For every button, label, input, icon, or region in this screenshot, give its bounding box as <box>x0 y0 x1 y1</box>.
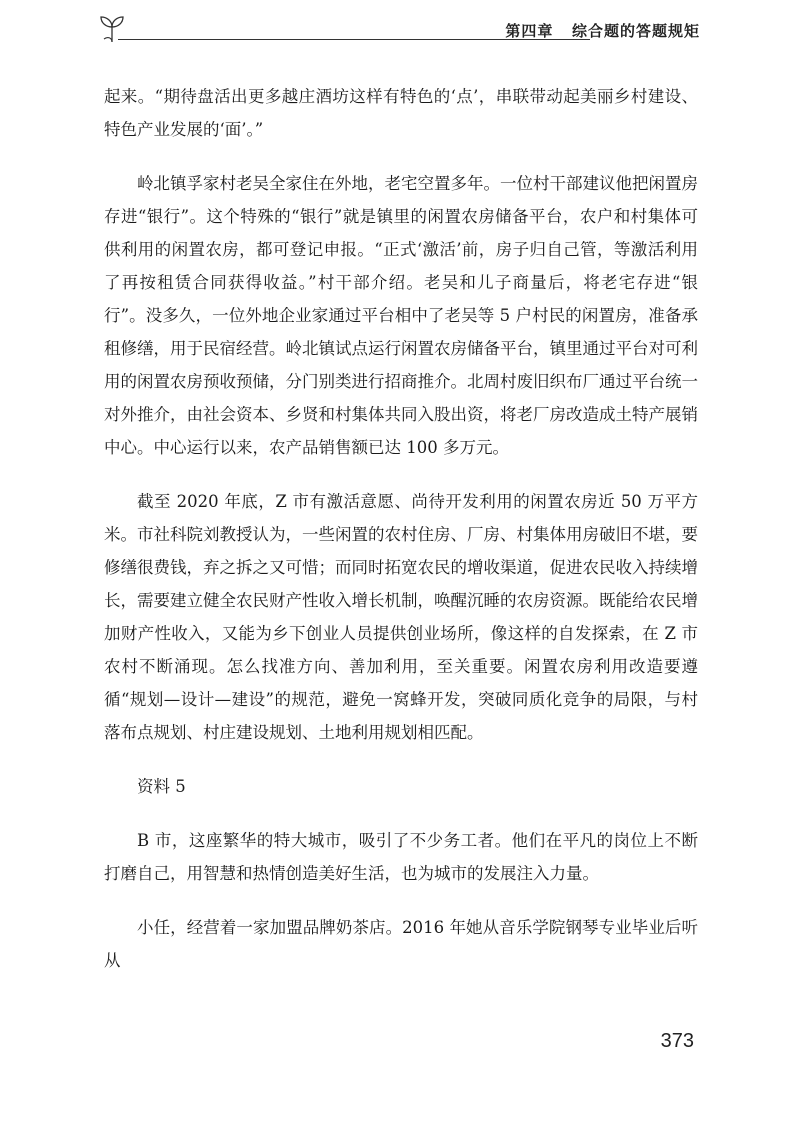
page-number: 373 <box>660 1030 694 1052</box>
chapter-title: 第四章 综合题的答题规矩 <box>505 22 700 40</box>
page-body <box>104 80 698 998</box>
paragraph: 小任，经营着一家加盟品牌奶茶店。2016 年她从音乐学院钢琴专业毕业后听从 <box>104 918 698 970</box>
section-heading: 资料 5 <box>137 777 186 796</box>
paragraph: 起来。“期待盘活出更多越庄酒坊这样有特色的‘点’，串联带动起美丽乡村建设、特色产业发展的‘面’。” <box>104 87 698 139</box>
paragraph: 岭北镇孚家村老吴全家住在外地，老宅空置多年。一位村干部建议他把闲置房存进“银行”。这个特殊的“银行”就是镇里的闲置农房储备平台，农户和村集体可供利用的闲置农房，都可登记申报。“正式‘激活’前，房子归自己管，等激活利用了再按租赁合同获得收益。”村干部介绍。老吴和儿子商量后，将老宅存进“银行”。没多久，一位外地企业家通过平台相中了老吴等 5 户村民的闲置房，准备承租修缮，用于民宿经营。岭北镇试点运行闲置农房储备平台，镇里通过平台对可利用的闲置农房预收预储，分门别类进行招商推介。北周村废旧织布厂通过平台统一对外推介，由社会资本、乡贤和村集体共同入股出资，将老厂房改造成土特产展销中心。中心运行以来，农产品销售额已达 100 多万元。 <box>104 174 698 457</box>
page-header <box>98 14 700 46</box>
paragraph: 截至 2020 年底，Z 市有激活意愿、尚待开发利用的闲置农房近 50 万平方米。市社科院刘教授认为，一些闲置的农村住房、厂房、村集体用房破旧不堪，要修缮很费钱，弃之拆之又可惜；而同时拓宽农民的增收渠道，促进农民收入持续增长，需要建立健全农民财产性收入增长机制，唤醒沉睡的农房资源。既能给农民增加财产性收入，又能为乡下创业人员提供创业场所，像这样的自发探索，在 Z 市农村不断涌现。怎么找准方向、善加利用，至关重要。闲置农房利用改造要遵循“规划—设计—建设”的规范，避免一窝蜂开发，突破同质化竞争的局限，与村落布点规划、村庄建设规划、土地利用规划相匹配。 <box>104 492 698 742</box>
paragraph: B 市，这座繁华的特大城市，吸引了不少务工者。他们在平凡的岗位上不断打磨自己，用智慧和热情创造美好生活，也为城市的发展注入力量。 <box>104 831 698 883</box>
